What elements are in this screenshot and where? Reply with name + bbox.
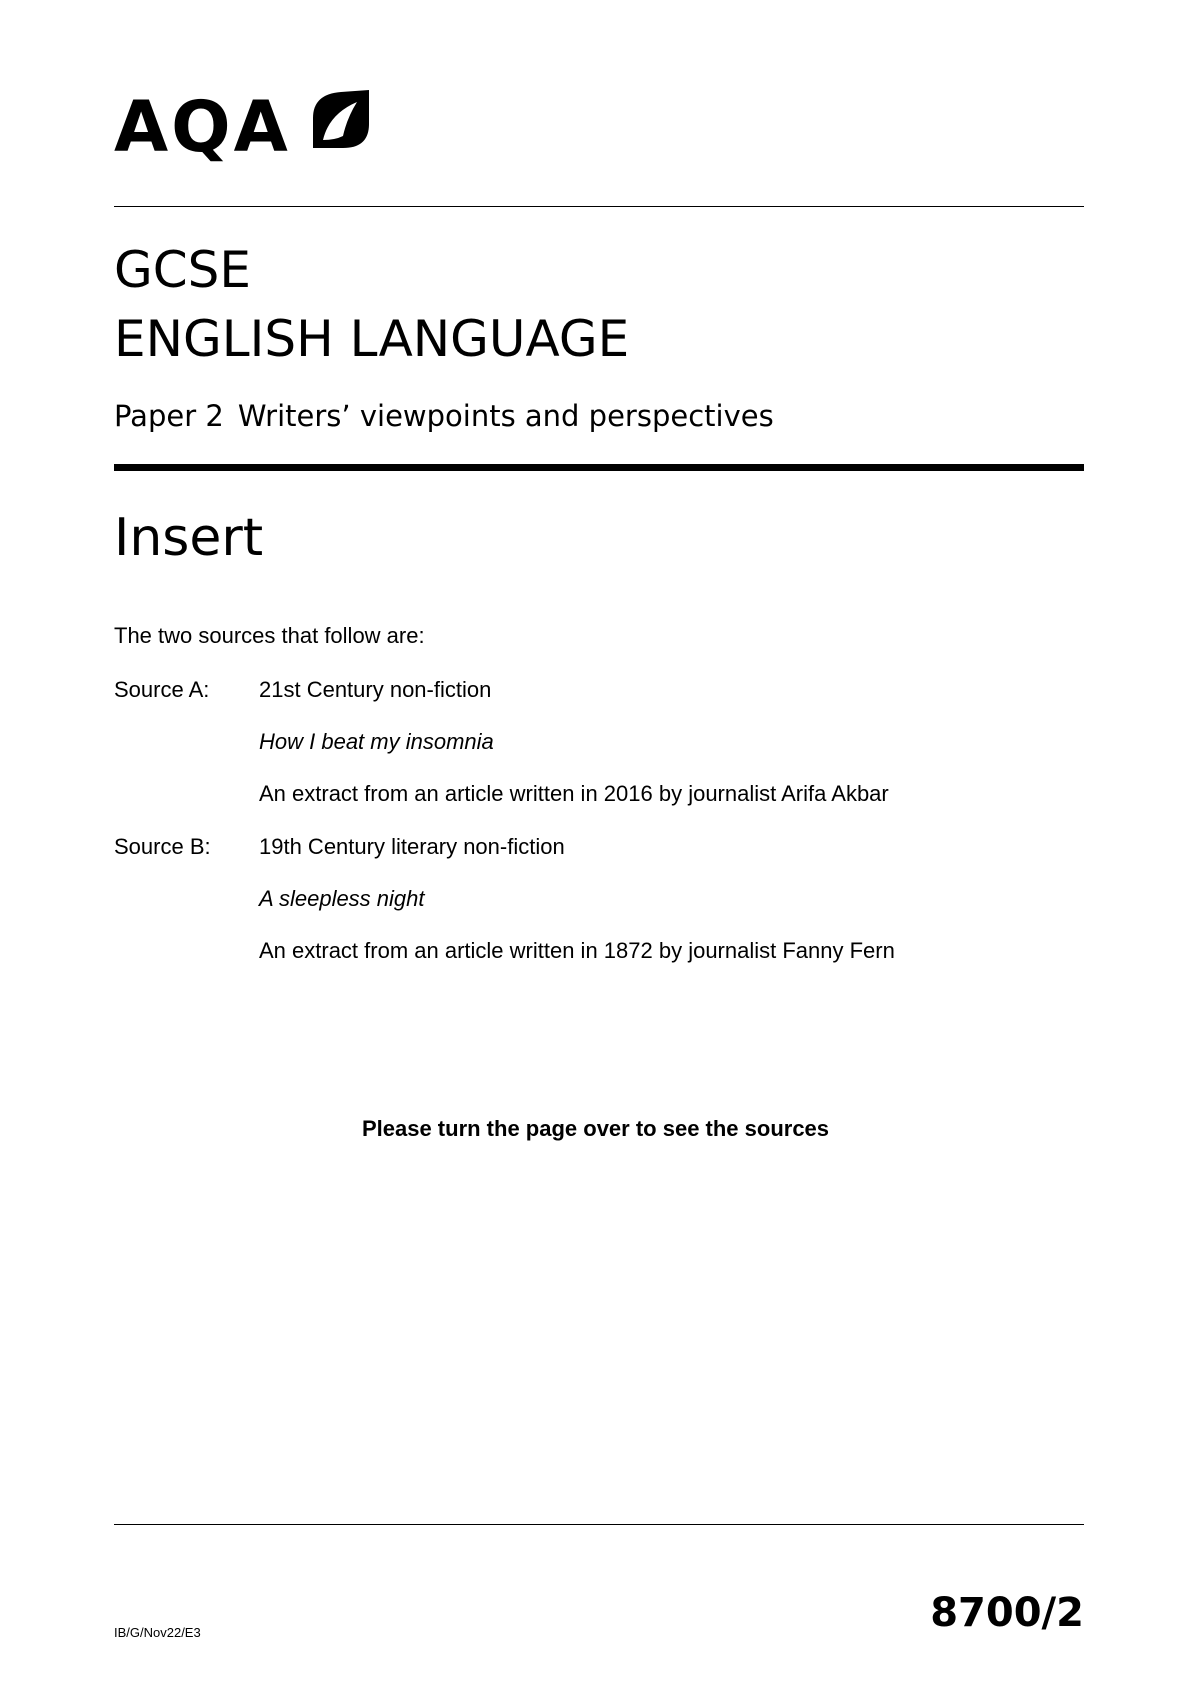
paper-title — [114, 399, 774, 433]
source-b-category: 19th Century literary non-fiction — [259, 834, 565, 859]
source-a-title: How I beat my insomnia — [259, 729, 494, 754]
header-divider — [114, 206, 1084, 207]
turn-over-instruction: Please turn the page over to see the sources — [361, 1116, 830, 1141]
source-b-title: A sleepless night — [259, 886, 425, 911]
aqa-leaf-icon — [309, 88, 371, 152]
insert-heading: Insert — [114, 508, 264, 568]
source-b-description: An extract from an article written in 1872 by journalist Fanny Fern — [259, 938, 895, 963]
intro-text: The two sources that follow are: — [114, 623, 425, 648]
subject-title: ENGLISH LANGUAGE — [114, 310, 630, 368]
title-divider — [114, 464, 1084, 471]
paper-name: Writers’ viewpoints and perspectives — [237, 399, 774, 433]
source-b-label: Source B: — [114, 834, 211, 859]
source-a-label: Source A: — [114, 677, 210, 702]
document-reference: IB/G/Nov22/E3 — [114, 1625, 201, 1640]
paper-code: 8700/2 — [930, 1590, 1084, 1636]
source-a-description: An extract from an article written in 2016 by journalist Arifa Akbar — [259, 781, 889, 806]
source-a-category: 21st Century non-fiction — [259, 677, 492, 702]
qualification-level: GCSE — [114, 241, 251, 299]
logo-text: AQA — [114, 86, 291, 168]
paper-number: Paper 2 — [114, 399, 224, 433]
footer-divider — [114, 1524, 1084, 1525]
aqa-logo — [114, 88, 384, 188]
